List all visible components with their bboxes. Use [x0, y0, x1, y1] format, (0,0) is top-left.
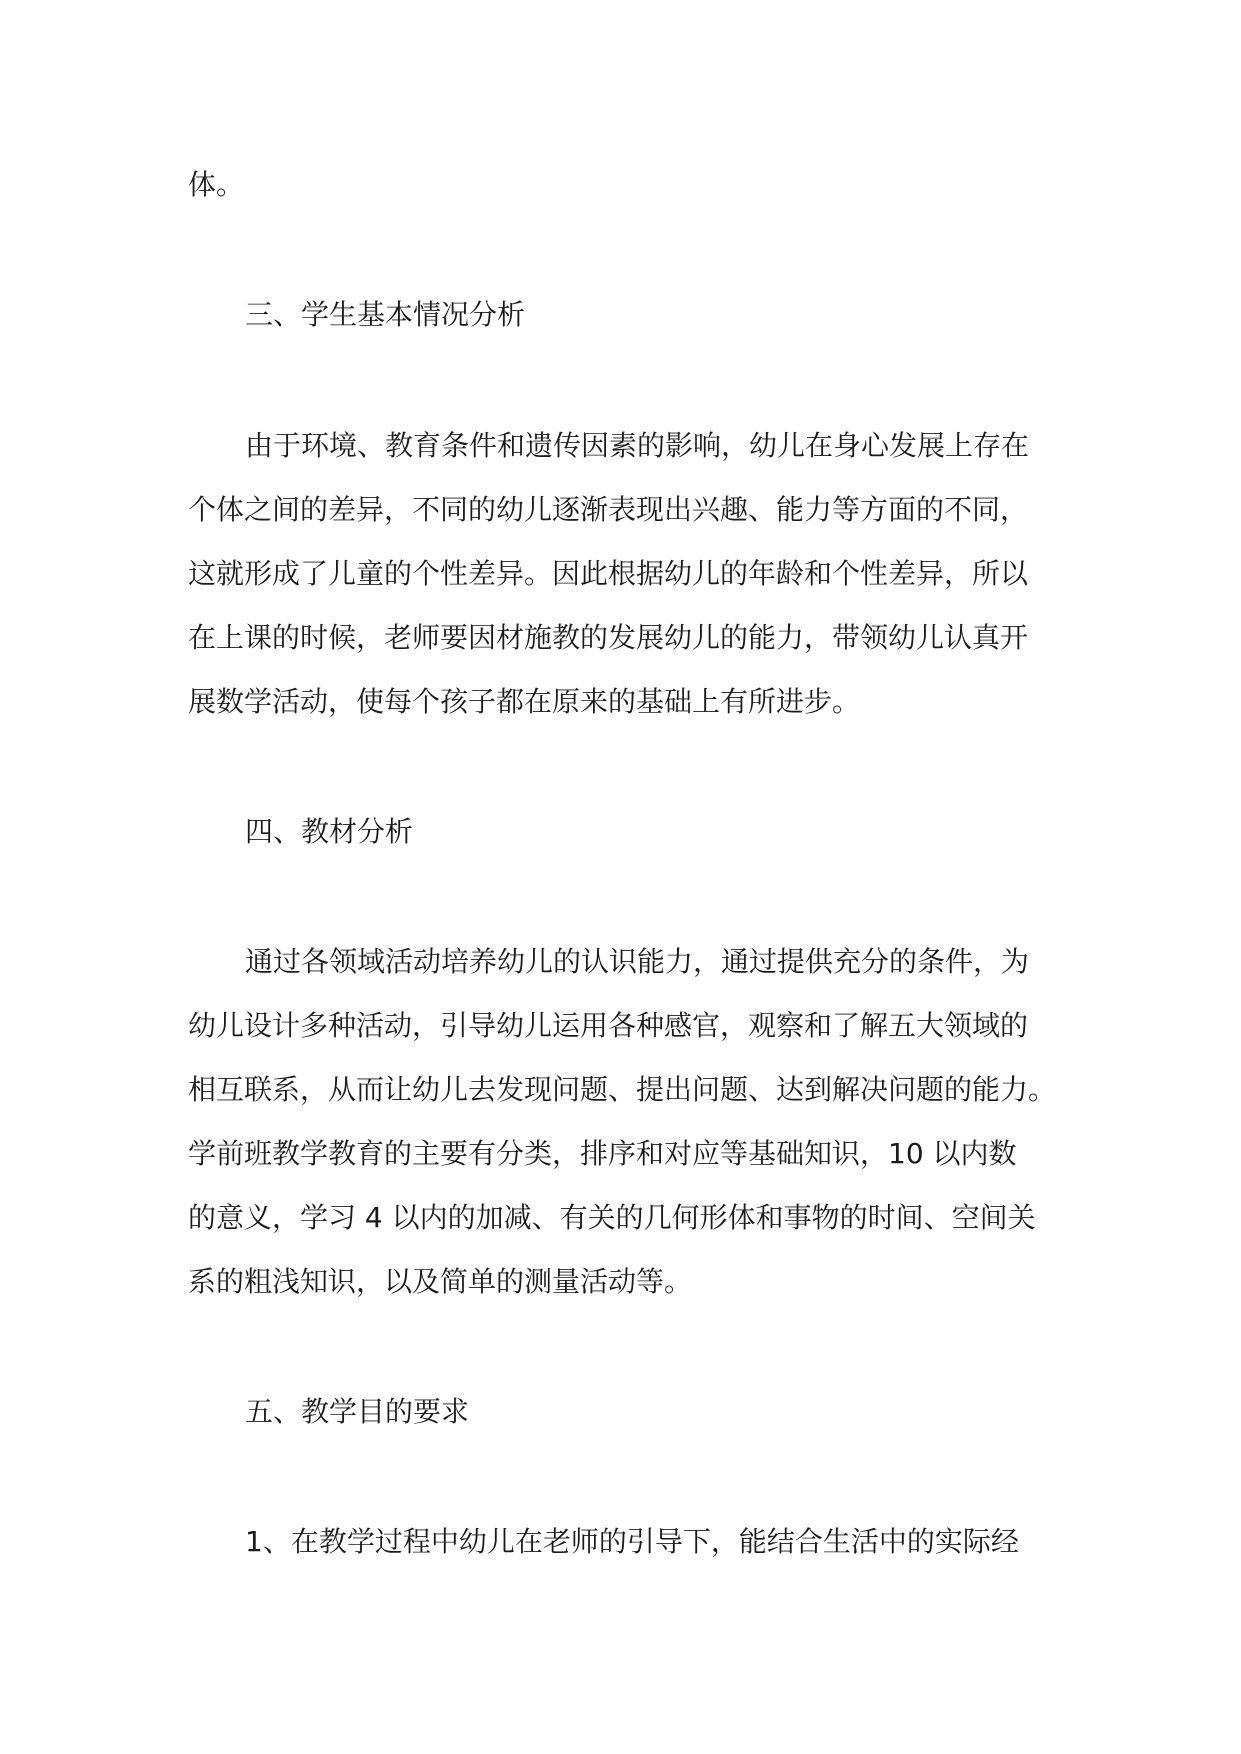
- paragraph-line: 幼儿设计多种活动，引导幼儿运用各种感官，观察和了解五大领域的: [188, 1009, 1029, 1042]
- paragraph-line: 这就形成了儿童的个性差异。因此根据幼儿的年龄和个性差异，所以: [188, 557, 1029, 590]
- paragraph-continuation: 体。: [188, 168, 245, 201]
- section-heading-5: 五、教学目的要求: [245, 1395, 470, 1428]
- paragraph-line: 1、在教学过程中幼儿在老师的引导下，能结合生活中的实际经: [245, 1525, 1019, 1558]
- paragraph-line: 相互联系，从而让幼儿去发现问题、提出问题、达到解决问题的能力。: [188, 1073, 1057, 1106]
- section-heading-4: 四、教材分析: [245, 815, 414, 848]
- paragraph-line: 展数学活动，使每个孩子都在原来的基础上有所进步。: [188, 685, 861, 718]
- paragraph-line: 通过各领域活动培养幼儿的认识能力，通过提供充分的条件，为: [245, 945, 1030, 978]
- paragraph-line: 系的粗浅知识，以及简单的测量活动等。: [188, 1265, 693, 1298]
- paragraph-line: 学前班教学教育的主要有分类，排序和对应等基础知识，10 以内数: [188, 1137, 1017, 1170]
- paragraph-line: 个体之间的差异，不同的幼儿逐渐表现出兴趣、能力等方面的不同，: [188, 493, 1029, 526]
- paragraph-line: 由于环境、教育条件和遗传因素的影响，幼儿在身心发展上存在: [245, 429, 1030, 462]
- paragraph-line: 在上课的时候，老师要因材施教的发展幼儿的能力，带领幼儿认真开: [188, 621, 1029, 654]
- section-heading-3: 三、学生基本情况分析: [245, 298, 526, 331]
- paragraph-line: 的意义，学习 4 以内的加减、有关的几何形体和事物的时间、空间关: [188, 1201, 1036, 1234]
